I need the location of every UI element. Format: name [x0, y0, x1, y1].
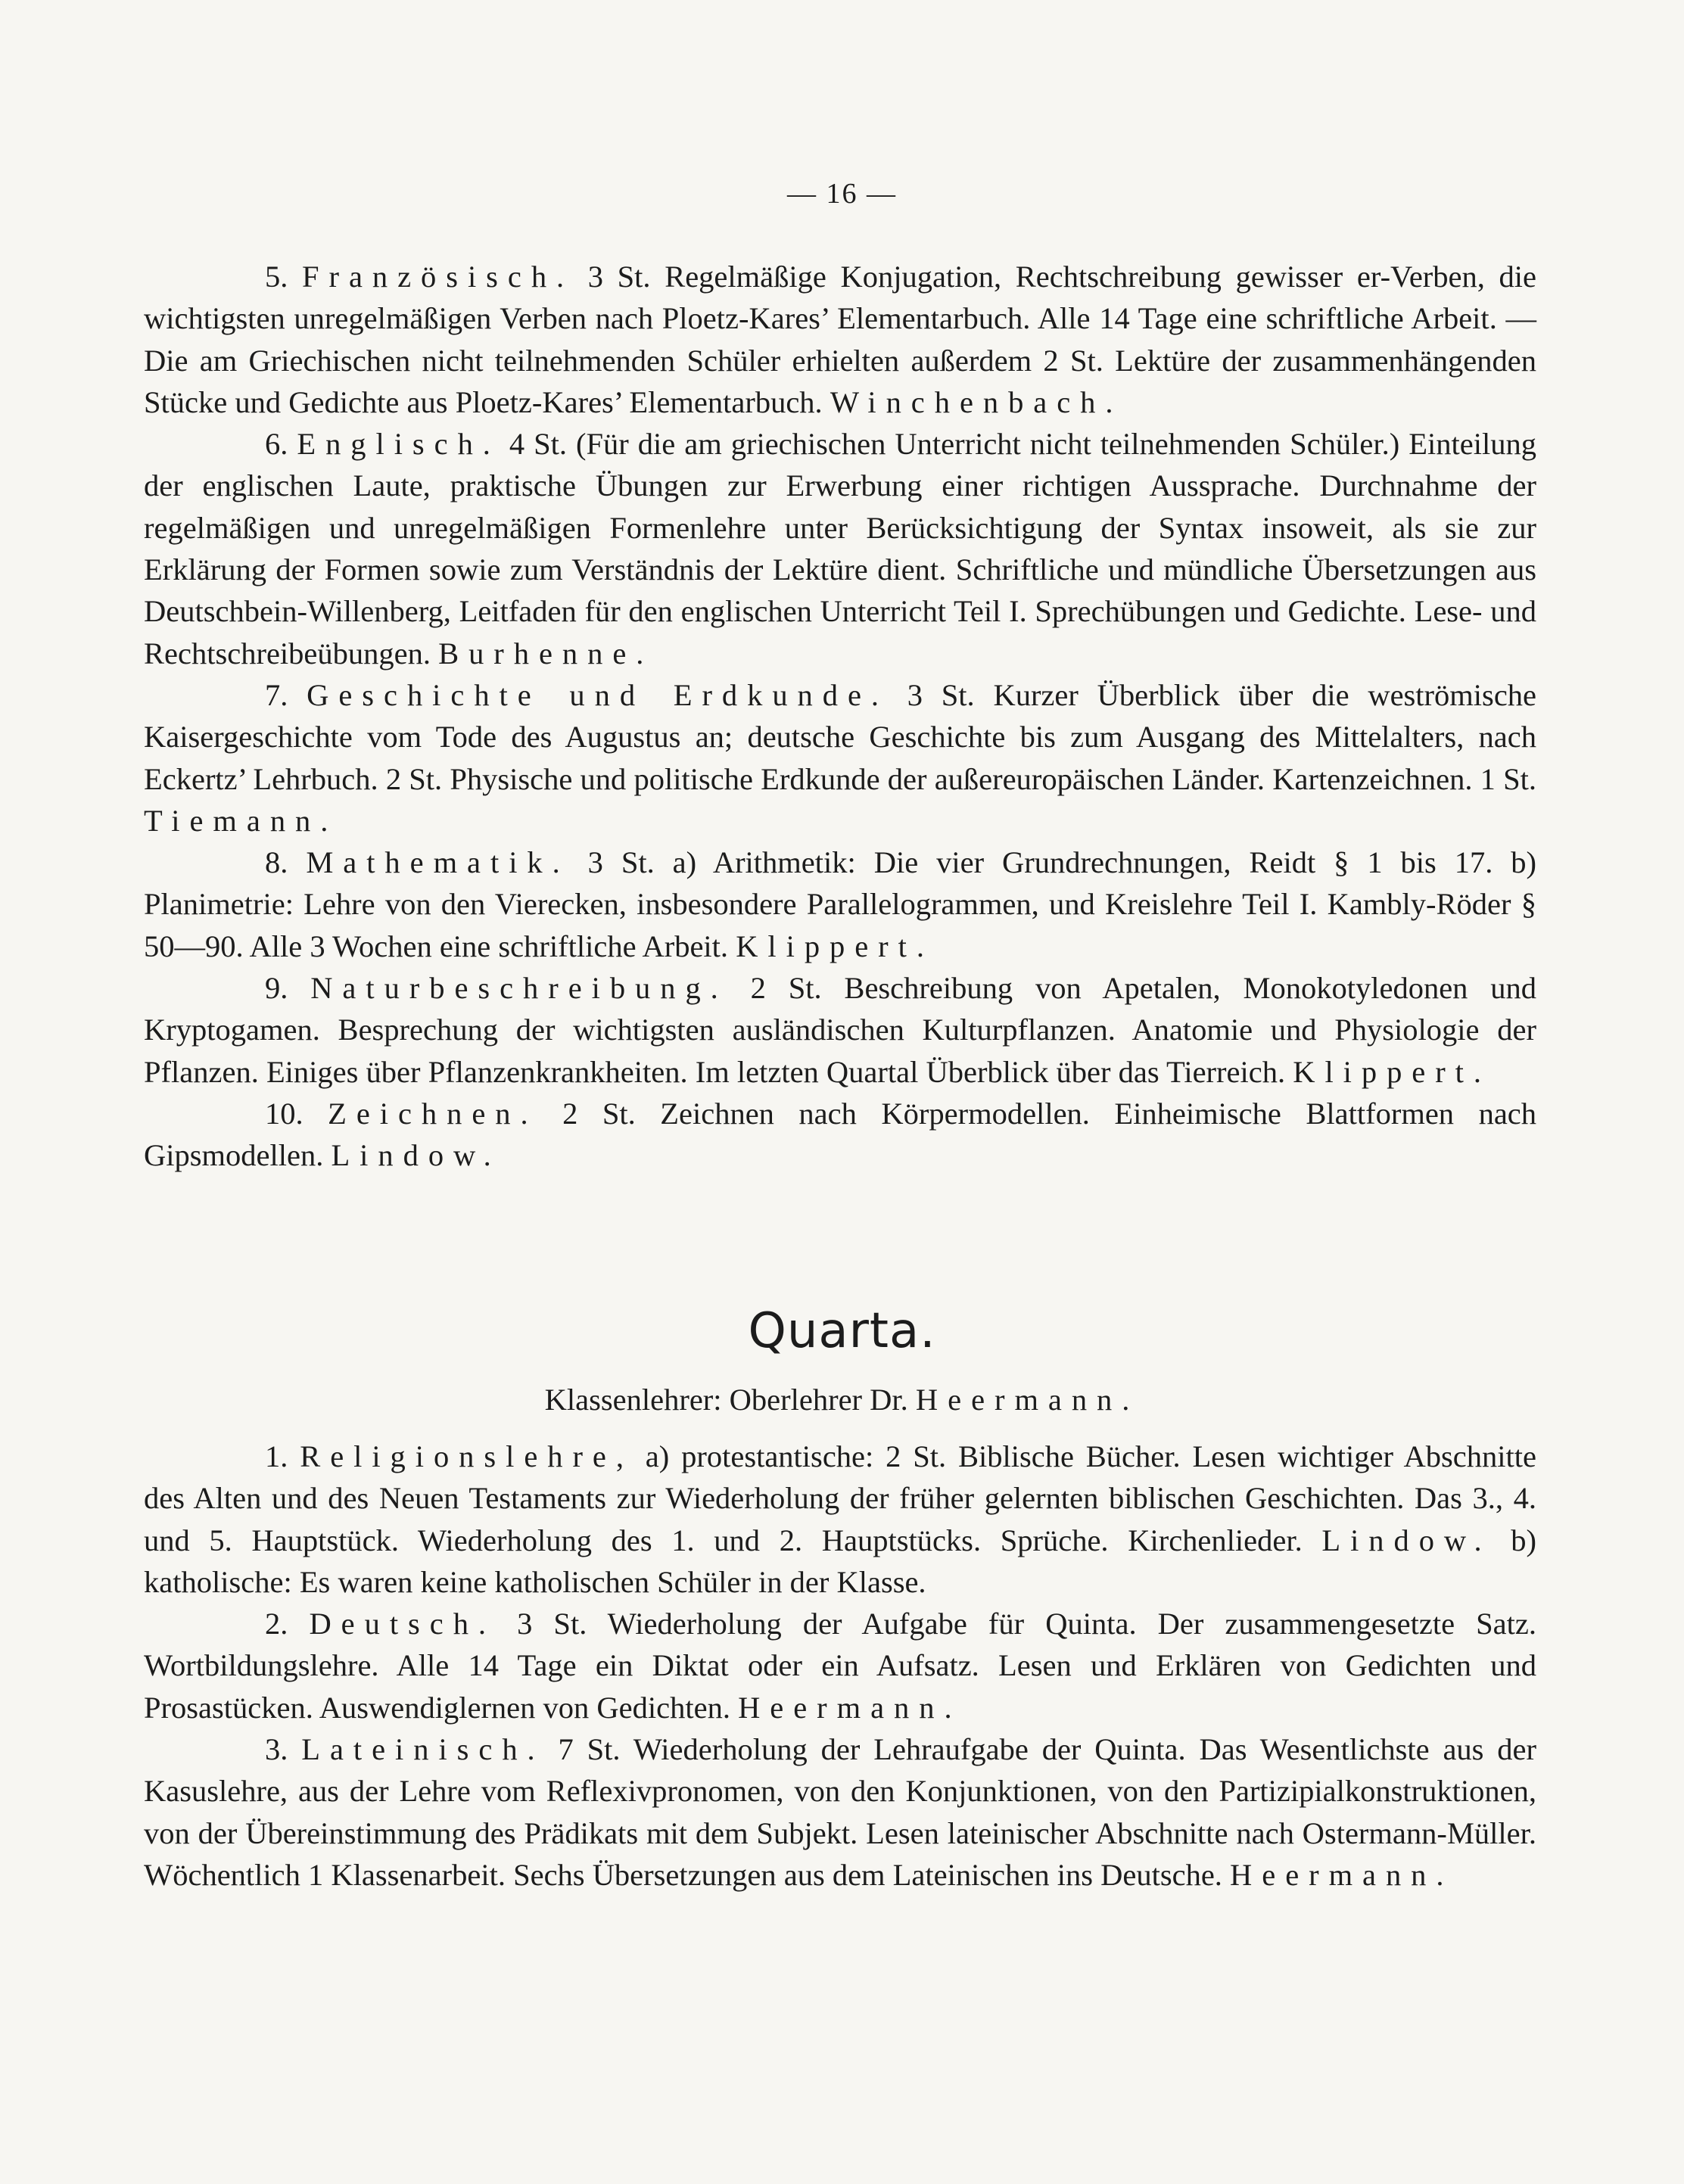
section-number: 7. — [265, 677, 288, 712]
section-teacher: Klippert. — [736, 929, 934, 963]
section-teacher: Heermann. — [738, 1690, 962, 1725]
section-subject: Zeichnen. — [328, 1096, 538, 1131]
section-mathematik — [144, 842, 1536, 967]
section-subject: Mathematik. — [306, 845, 570, 880]
section-naturbeschreibung — [144, 967, 1536, 1093]
section-teacher: Lindow. — [1321, 1523, 1492, 1557]
class-heading: Quarta. — [748, 1303, 936, 1359]
section-number: 1. — [265, 1439, 288, 1473]
section-text: 2 St. Beschreibung von Apetalen, Monokotyledonen und Kryptogamen. Besprechung der wichtigsten ausländischen Kulturpflanzen. Anatomie und Physiologie der Pflanzen. Einiges über Pflanzenkrankheiten. Im letzten Quartal Überblick über das Tierreich. — [144, 971, 1537, 1089]
section-text: 4 St. (Für die am griechischen Unterricht nicht teilnehmenden Schüler.) Einteilung der englischen Laute, praktische Übungen zur Erwerbung einer richtigen Aussprache. Durchnahme der regelmäßigen und unregelmäßigen Formenlehre unter Berücksichtigung der Syntax insoweit, als sie zur Erklärung der Formen sowie zum Verständnis der Lektüre dient. Schriftliche und mündliche Übersetzungen aus Deutschbein-Willenberg, Leitfaden für den englischen Unterricht Teil I. Sprechübungen und Gedichte. Lese- und Rechtschreibeübungen. — [144, 427, 1536, 670]
section-subject: Geschichte und Erdkunde. — [307, 677, 889, 712]
section-subject: Religionslehre, — [300, 1439, 633, 1473]
section-text: 3 St. a) Arithmetik: Die vier Grundrechnungen, Reidt § 1 bis 17. b) Planimetrie: Lehre von den Vierecken, insbesondere Parallelogrammen, und Kreislehre Teil I. Kambly-Röder § 50—90. Alle 3 Wochen eine schriftliche Arbeit. — [144, 845, 1537, 963]
class-teacher-prefix: Klassenlehrer: Oberlehrer Dr. — [544, 1383, 908, 1417]
section-number: 6. — [265, 427, 288, 462]
section-text: 3 St. Regelmäßige Konjugation, Rechtschreibung gewisser er-Verben, die wichtigsten unregelmäßigen Verben nach Ploetz-Kares’ Elementarbuch. Alle 14 Tage eine schriftliche Arbeit. — Die am Griechischen nicht teilnehmenden Schüler erhielten außerdem 2 St. Lektüre der zusammenhängenden Stücke und Gedichte aus Ploetz-Kares’ Elementarbuch. — [144, 260, 1536, 419]
section-number: 3. — [265, 1732, 288, 1767]
section-zeichnen — [144, 1093, 1536, 1177]
section-text: 2 St. Zeichnen nach Körpermodellen. Einheimische Blattformen nach Gipsmodellen. — [144, 1096, 1537, 1173]
section-geschichte — [144, 674, 1536, 842]
section-teacher: Tiemann. — [144, 803, 338, 838]
section-number: 10. — [265, 1096, 303, 1131]
section-list-quarta — [144, 1436, 1536, 1896]
section-subject: Französisch. — [302, 260, 574, 294]
section-text: 3 St. Wiederholung der Aufgabe für Quinta. Der zusammengesetzte Satz. Wortbildungslehre. Alle 14 Tage ein Diktat oder ein Aufsatz. Lesen und Erklären von Gedichten und Prosastücken. Auswendiglernen von Gedichten. — [144, 1607, 1537, 1725]
section-englisch — [144, 423, 1536, 674]
section-teacher: Lindow. — [331, 1138, 501, 1173]
section-deutsch — [144, 1603, 1536, 1728]
section-text: a) protestantische: 2 St. Biblische Bücher. Lesen wichtiger Abschnitte des Alten und des Neuen Testaments zur Wiederholung der früher gelernten biblischen Geschichten. Das 3., 4. und 5. Hauptstück. Wiederholung des 1. und 2. Hauptstücks. Sprüche. Kirchenlieder. — [144, 1439, 1536, 1557]
section-subject: Lateinisch. — [301, 1732, 545, 1767]
section-number: 2. — [265, 1607, 288, 1641]
section-teacher: Heermann. — [1230, 1857, 1454, 1892]
section-religionslehre — [144, 1436, 1536, 1603]
section-extra: b) katholische: Es waren keine katholischen Schüler in der Klasse. — [144, 1523, 1537, 1599]
section-text: 7 St. Wiederholung der Lehraufgabe der Quinta. Das Wesentlichste aus der Kasuslehre, aus der Lehre vom Reflexivpronomen, von den Konjunktionen, von den Partizipialkonstruktionen, von der Übereinstimmung des Prädikats mit dem Subjekt. Lesen lateinischer Abschnitte nach Ostermann-Müller. Wöchentlich 1 Klassenarbeit. Sechs Übersetzungen aus dem Lateinischen ins Deutsche. — [144, 1732, 1537, 1892]
section-franzoesisch — [144, 256, 1536, 423]
page-number: — 16 — — [787, 178, 897, 210]
section-text: 3 St. Kurzer Überblick über die weströmische Kaisergeschichte vom Tode des Augustus an; deutsche Geschichte bis zum Ausgang des Mittelalters, nach Eckertz’ Lehrbuch. 2 St. Physische und politische Erdkunde der außereuropäischen Länder. Kartenzeichnen. 1 St. — [144, 677, 1537, 796]
section-teacher: Burhenne. — [438, 636, 654, 670]
class-teacher-name: Heermann. — [915, 1383, 1140, 1417]
section-list-top — [144, 256, 1536, 1177]
section-subject: Naturbeschreibung. — [310, 971, 728, 1006]
section-teacher: Winchenbach. — [830, 384, 1123, 419]
section-number: 9. — [265, 971, 288, 1006]
class-teacher-line — [0, 1382, 1684, 1417]
section-subject: Deutsch. — [309, 1607, 496, 1641]
section-teacher: Klippert. — [1293, 1054, 1491, 1089]
section-lateinisch — [144, 1728, 1536, 1896]
section-subject: Englisch. — [297, 427, 500, 462]
section-number: 5. — [265, 260, 288, 294]
section-number: 8. — [265, 845, 288, 880]
